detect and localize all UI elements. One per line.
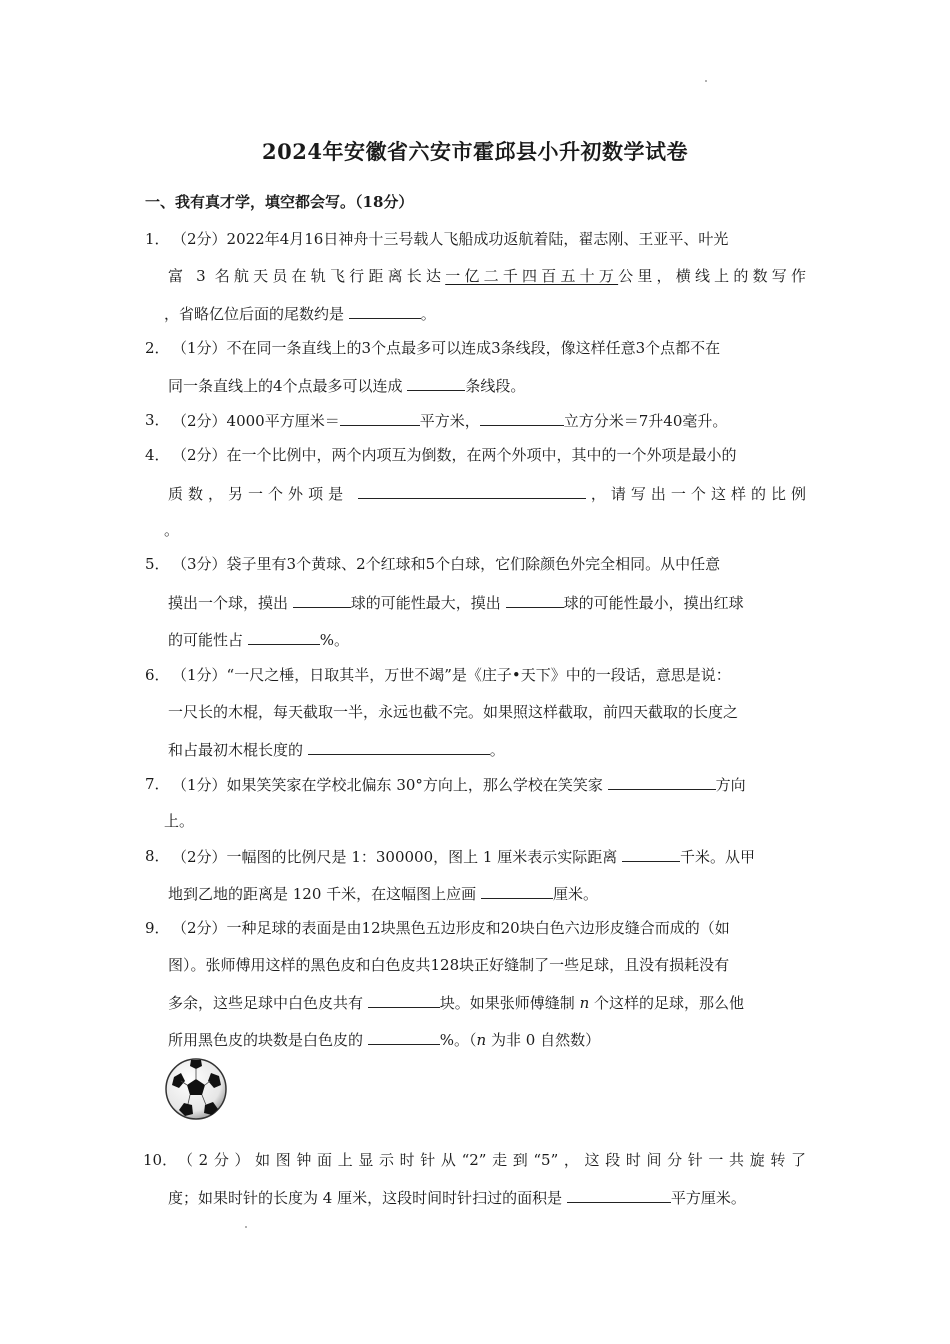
q4-line3: 。: [164, 521, 180, 539]
q2-line2: 同一条直线上的4个点最多可以连成 条线段。: [168, 377, 526, 395]
soccer-ball-icon: [164, 1057, 228, 1121]
q5-blank-3[interactable]: [248, 629, 320, 645]
q1-blank[interactable]: [349, 303, 421, 319]
q7-line2: 上。: [164, 812, 195, 830]
q7-blank[interactable]: [608, 774, 716, 790]
q4-blank[interactable]: [358, 483, 586, 499]
q9-blank-2[interactable]: [368, 1029, 440, 1045]
q7-number: 7．: [145, 775, 170, 793]
q4-line1: （2分）在一个比例中，两个内项互为倒数，在两个外项中，其中的一个外项是最小的: [172, 446, 737, 464]
q3-blank-1[interactable]: [340, 410, 420, 426]
q6-line3: 和占最初木棍长度的 。: [168, 741, 505, 759]
q1-number: 1．: [145, 230, 170, 248]
q5-number: 5．: [145, 555, 170, 573]
q2-number: 2．: [145, 339, 170, 357]
q10-blank[interactable]: [567, 1187, 671, 1203]
q8-blank-2[interactable]: [481, 883, 553, 899]
q9-line1: （2分）一种足球的表面是由12块黑色五边形皮和20块白色六边形皮缝合而成的（如: [172, 919, 730, 937]
q10-line2: 度；如果时针的长度为 4 厘米，这段时间时针扫过的面积是 平方厘米。: [168, 1189, 746, 1207]
q6-blank[interactable]: [308, 739, 490, 755]
q10-number: 10．: [143, 1151, 178, 1169]
q1-line3: ，省略亿位后面的尾数约是 。: [164, 305, 436, 323]
q2-blank[interactable]: [407, 375, 465, 391]
stray-dot-top: [705, 80, 707, 82]
q5-line3: 的可能性占 %。: [168, 631, 350, 649]
q5-blank-2[interactable]: [506, 592, 564, 608]
q3-number: 3．: [145, 411, 170, 429]
q9-line3: 多余，这些足球中白色皮共有 块。如果张师傅缝制 n 个这样的足球，那么他: [168, 994, 745, 1012]
q6-number: 6．: [145, 666, 170, 684]
q8-line2: 地到乙地的距离是 120 千米，在这幅图上应画 厘米。: [168, 885, 598, 903]
q7-line1: （1分）如果笑笑家在学校北偏东 30°方向上，那么学校在笑笑家 方向: [172, 776, 746, 794]
q5-line2: 摸出一个球，摸出 球的可能性最大，摸出 球的可能性最小，摸出红球: [168, 594, 744, 612]
q10-line1: （2分）如图钟面上显示时针从“2”走到“5”，这段时间分针一共旋转了: [178, 1151, 806, 1169]
section-heading-1: 一、我有真才学，填空都会写。（18分）: [145, 193, 414, 211]
q1-underlined-number: 一亿二千四百五十万: [445, 267, 619, 285]
q6-line2: 一尺长的木棍，每天截取一半，永远也截不完。如果照这样截取，前四天截取的长度之: [168, 703, 739, 721]
stray-dot-bottom: [245, 1226, 247, 1228]
q9-number: 9．: [145, 919, 170, 937]
page-title: 2024年安徽省六安市霍邱县小升初数学试卷: [262, 139, 688, 164]
q8-line1: （2分）一幅图的比例尺是 1：300000，图上 1 厘米表示实际距离 千米。从甲: [172, 848, 755, 866]
q2-line1: （1分）不在同一条直线上的3个点最多可以连成3条线段，像这样任意3个点都不在: [172, 339, 721, 357]
q8-number: 8．: [145, 847, 170, 865]
q1-line2: 富 3 名航天员在轨飞行距离长达一亿二千四百五十万公里，横线上的数写作: [168, 267, 806, 285]
q5-blank-1[interactable]: [293, 592, 351, 608]
q9-line2: 图）。张师傅用这样的黑色皮和白色皮共128块正好缝制了一些足球，且没有损耗没有: [168, 956, 730, 974]
q8-blank-1[interactable]: [622, 846, 680, 862]
q6-line1: （1分）“一尺之棰，日取其半，万世不竭”是《庄子•天下》中的一段话，意思是说：: [172, 666, 731, 684]
q5-line1: （3分）袋子里有3个黄球、2个红球和5个白球，它们除颜色外完全相同。从中任意: [172, 555, 721, 573]
q9-line4: 所用黑色皮的块数是白色皮的 %。（n 为非 0 自然数）: [168, 1031, 601, 1049]
q1-line1: （2分）2022年4月16日神舟十三号载人飞船成功返航着陆，翟志刚、王亚平、叶光: [172, 230, 729, 248]
q4-line2: 质数，另一个外项是 ，请写出一个这样的比例: [168, 485, 806, 503]
q3-line1: （2分）4000平方厘米＝ 平方米， 立方分米＝7升40毫升。: [172, 412, 728, 430]
q9-blank-1[interactable]: [368, 992, 440, 1008]
q3-blank-2[interactable]: [480, 410, 564, 426]
q4-number: 4．: [145, 446, 170, 464]
